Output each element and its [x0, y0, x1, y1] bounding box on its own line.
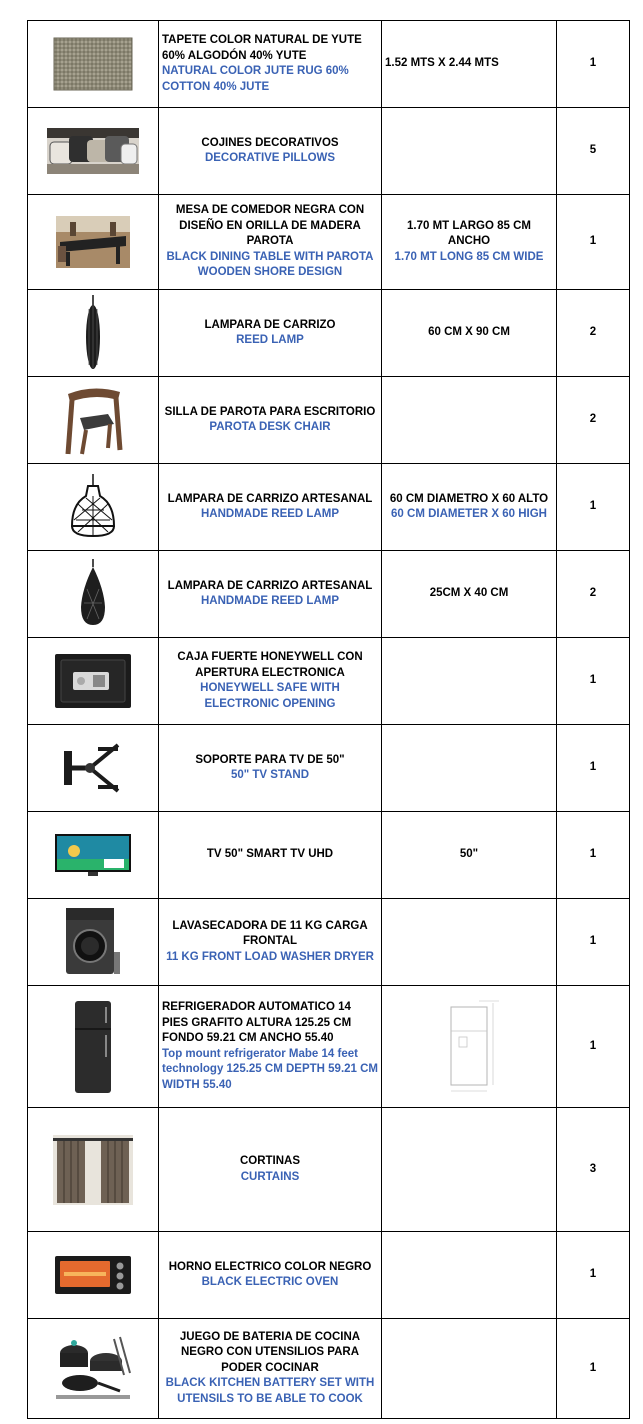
item-quantity: 1 — [557, 725, 630, 812]
item-size-cell — [382, 464, 557, 551]
decorative-pillows-icon — [47, 128, 139, 174]
item-description-cell — [159, 551, 382, 638]
item-description-cell — [159, 464, 382, 551]
item-image-cell — [28, 108, 159, 195]
description-es: COJINES DECORATIVOS — [201, 136, 339, 149]
item-image-cell — [28, 464, 159, 551]
table-row — [28, 551, 630, 638]
table-row — [28, 21, 630, 108]
item-image-cell — [28, 195, 159, 290]
description-en: HANDMADE REED LAMP — [201, 508, 339, 520]
desk-chair-icon — [60, 384, 126, 456]
item-image-cell — [28, 638, 159, 725]
description-en: 11 KG FRONT LOAD WASHER DRYER — [166, 950, 374, 963]
item-size-cell — [382, 812, 557, 899]
refrigerator-diagram-icon — [429, 997, 509, 1097]
table-row — [28, 1108, 630, 1232]
description-en: Top mount refrigerator Mabe 14 feet technology 125.25 CM DEPTH 59.21 CM WIDTH 55.40 — [162, 1047, 379, 1091]
item-size-cell — [382, 986, 557, 1108]
item-quantity: 1 — [557, 986, 630, 1108]
description-en: BLACK DINING TABLE WITH PAROTA WOODEN SHORE DESIGN — [166, 250, 374, 279]
item-quantity: 2 — [557, 377, 630, 464]
item-quantity: 1 — [557, 1319, 630, 1419]
cookware-set-icon — [50, 1331, 136, 1407]
item-image-cell — [28, 1108, 159, 1232]
item-quantity: 5 — [557, 108, 630, 195]
description-es: MESA DE COMEDOR NEGRA CON DISEÑO EN ORILLA DE MADERA PAROTA — [175, 204, 365, 248]
item-image-cell — [28, 377, 159, 464]
description-es: LAMPARA DE CARRIZO ARTESANAL — [167, 579, 373, 592]
description-es: CORTINAS — [239, 1155, 301, 1167]
description-es: SOPORTE PARA TV DE 50" — [195, 753, 345, 766]
item-image-cell — [28, 1232, 159, 1319]
description-en: NATURAL COLOR JUTE RUG 60% COTTON 40% JUTE — [162, 65, 349, 93]
safe-icon — [53, 652, 133, 710]
washer-dryer-icon — [64, 906, 122, 978]
table-row — [28, 899, 630, 986]
description-es: JUEGO DE BATERIA DE COCINA NEGRO CON UTENSILIOS PARA PODER COCINAR — [179, 1330, 361, 1374]
item-quantity: 2 — [557, 290, 630, 377]
description-en: CURTAINS — [240, 1170, 300, 1183]
item-image-cell — [28, 899, 159, 986]
inventory-sheet — [27, 20, 630, 1419]
reed-lamp-icon — [83, 295, 103, 371]
item-description-cell — [159, 108, 382, 195]
table-row — [28, 812, 630, 899]
item-description-cell — [159, 986, 382, 1108]
description-es: TV 50" SMART TV UHD — [206, 848, 334, 861]
description-en: PAROTA DESK CHAIR — [209, 421, 331, 433]
item-size-cell — [382, 21, 557, 108]
description-en: 50" TV STAND — [230, 769, 310, 781]
description-en: HANDMADE REED LAMP — [201, 595, 339, 607]
item-size-cell — [382, 377, 557, 464]
size-en: 1.70 MT LONG 85 CM WIDE — [394, 250, 544, 263]
tv-mount-icon — [62, 741, 124, 795]
size-es: 60 CM X 90 CM — [428, 326, 510, 339]
table-row — [28, 377, 630, 464]
item-size-cell — [382, 195, 557, 290]
item-description-cell — [159, 812, 382, 899]
table-row — [28, 986, 630, 1108]
item-image-cell — [28, 21, 159, 108]
item-description-cell — [159, 1319, 382, 1419]
item-quantity: 2 — [557, 551, 630, 638]
item-quantity: 1 — [557, 812, 630, 899]
description-en: BLACK ELECTRIC OVEN — [201, 1276, 339, 1288]
item-quantity: 1 — [557, 1232, 630, 1319]
size-es: 60 CM DIAMETRO X 60 ALTO — [389, 492, 549, 505]
description-es: LAMPARA DE CARRIZO — [204, 318, 336, 331]
item-description-cell — [159, 290, 382, 377]
description-en: REED LAMP — [236, 334, 304, 346]
item-description-cell — [159, 1108, 382, 1232]
item-quantity: 1 — [557, 899, 630, 986]
item-description-cell — [159, 725, 382, 812]
description-en: BLACK KITCHEN BATTERY SET WITH UTENSILS TO BE ABLE TO COOK — [165, 1377, 375, 1405]
description-en: DECORATIVE PILLOWS — [204, 152, 336, 164]
description-es: REFRIGERADOR AUTOMATICO 14 PIES GRAFITO ALTURA 125.25 CM FONDO 59.21 CM ANCHO 55.40 — [162, 1001, 352, 1044]
item-size-cell — [382, 899, 557, 986]
description-es: LAVASECADORA DE 11 KG CARGA FRONTAL — [172, 919, 368, 948]
item-size-cell — [382, 1319, 557, 1419]
smart-tv-icon — [54, 833, 132, 877]
item-description-cell — [159, 195, 382, 290]
item-size-cell — [382, 1108, 557, 1232]
item-description-cell — [159, 1232, 382, 1319]
item-size-cell — [382, 1232, 557, 1319]
teardrop-reed-lamp-icon — [78, 559, 108, 629]
jute-rug-icon — [53, 37, 133, 91]
handmade-reed-lamp-icon — [68, 474, 118, 540]
item-image-cell — [28, 551, 159, 638]
item-description-cell — [159, 638, 382, 725]
size-es: 1.70 MT LARGO 85 CM ANCHO — [407, 219, 531, 248]
table-row — [28, 108, 630, 195]
item-quantity: 3 — [557, 1108, 630, 1232]
description-es: HORNO ELECTRICO COLOR NEGRO — [168, 1260, 372, 1273]
item-description-cell — [159, 899, 382, 986]
item-description-cell — [159, 377, 382, 464]
table-row — [28, 464, 630, 551]
table-row — [28, 1319, 630, 1419]
refrigerator-icon — [73, 999, 113, 1095]
item-quantity: 1 — [557, 464, 630, 551]
table-row — [28, 195, 630, 290]
size-es: 1.52 MTS X 2.44 MTS — [385, 57, 499, 70]
item-size-cell — [382, 108, 557, 195]
item-size-cell — [382, 725, 557, 812]
item-image-cell — [28, 812, 159, 899]
item-image-cell — [28, 290, 159, 377]
item-quantity: 1 — [557, 21, 630, 108]
size-es: 25CM X 40 CM — [429, 587, 509, 600]
description-es: TAPETE COLOR NATURAL DE YUTE 60% ALGODÓN 40% YUTE — [162, 34, 362, 62]
description-es: LAMPARA DE CARRIZO ARTESANAL — [167, 492, 373, 505]
description-en: HONEYWELL SAFE WITH ELECTRONIC OPENING — [200, 682, 340, 710]
item-quantity: 1 — [557, 195, 630, 290]
table-row — [28, 638, 630, 725]
item-size-cell — [382, 290, 557, 377]
table-row — [28, 725, 630, 812]
item-image-cell — [28, 1319, 159, 1419]
item-description-cell — [159, 21, 382, 108]
table-row — [28, 290, 630, 377]
curtains-icon — [53, 1135, 133, 1205]
electric-oven-icon — [54, 1254, 132, 1296]
item-image-cell — [28, 986, 159, 1108]
inventory-table — [27, 20, 630, 1419]
description-es: CAJA FUERTE HONEYWELL CON APERTURA ELECTRONICA — [177, 651, 363, 679]
table-row — [28, 1232, 630, 1319]
item-quantity: 1 — [557, 638, 630, 725]
size-en: 60 CM DIAMETER X 60 HIGH — [391, 508, 547, 520]
size-es: 50" — [459, 848, 479, 861]
item-size-cell — [382, 551, 557, 638]
item-image-cell — [28, 725, 159, 812]
description-es: SILLA DE PAROTA PARA ESCRITORIO — [164, 405, 376, 418]
item-size-cell — [382, 638, 557, 725]
dining-table-icon — [56, 216, 130, 268]
